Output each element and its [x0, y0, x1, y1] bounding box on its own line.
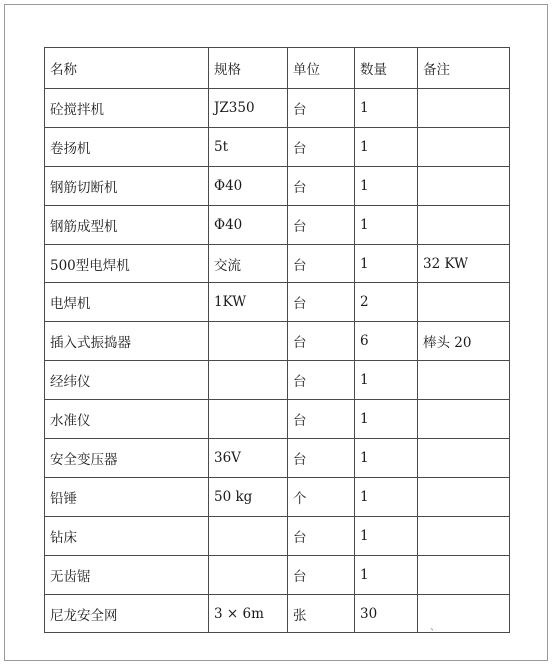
- table-row: [45, 516, 510, 555]
- table-cell: 1KW: [209, 283, 288, 322]
- table-cell: [418, 127, 510, 166]
- table-cell: 台: [288, 166, 355, 205]
- header-cell: 备注: [418, 48, 510, 89]
- table-row: [45, 166, 510, 205]
- table-row: [45, 322, 510, 361]
- table-cell: 铅锤: [45, 477, 209, 516]
- table-cell: 36V: [209, 439, 288, 478]
- table-cell: 张: [288, 594, 355, 633]
- table-row: [45, 361, 510, 400]
- table-cell: Φ40: [209, 166, 288, 205]
- table-cell: 1: [355, 127, 418, 166]
- table-cell: 棒头 20: [418, 322, 510, 361]
- table-row: [45, 439, 510, 478]
- table-cell: 台: [288, 205, 355, 244]
- table-cell: 安全变压器: [45, 439, 209, 478]
- table-row: [45, 205, 510, 244]
- table-cell: 30: [355, 594, 418, 633]
- table-cell: 台: [288, 127, 355, 166]
- table-cell: [418, 283, 510, 322]
- table-cell: 台: [288, 244, 355, 283]
- header-cell: 规格: [209, 48, 288, 89]
- table-cell: 1: [355, 477, 418, 516]
- table-cell: 1: [355, 555, 418, 594]
- table-cell: 台: [288, 516, 355, 555]
- header-cell: 单位: [288, 48, 355, 89]
- table-cell: 台: [288, 555, 355, 594]
- table-cell: Φ40: [209, 205, 288, 244]
- header-row: [45, 48, 510, 89]
- table-row: [45, 127, 510, 166]
- table-cell: 水准仪: [45, 400, 209, 439]
- table-cell: 6: [355, 322, 418, 361]
- table-cell: 台: [288, 322, 355, 361]
- table-cell: [418, 555, 510, 594]
- table-cell: 1: [355, 516, 418, 555]
- table-cell: 5t: [209, 127, 288, 166]
- table-cell: 台: [288, 361, 355, 400]
- table-cell: 台: [288, 400, 355, 439]
- table-cell: 经纬仪: [45, 361, 209, 400]
- equipment-table: [44, 47, 510, 633]
- scan-speck: 、: [430, 622, 440, 633]
- table-cell: [418, 516, 510, 555]
- table-cell: 1: [355, 400, 418, 439]
- table-row: [45, 555, 510, 594]
- table-cell: 1: [355, 439, 418, 478]
- table-row: [45, 244, 510, 283]
- table-cell: 3 × 6m: [209, 594, 288, 633]
- table-cell: [209, 361, 288, 400]
- table-cell: 台: [288, 439, 355, 478]
- table-cell: [209, 516, 288, 555]
- table-cell: 钢筋切断机: [45, 166, 209, 205]
- header-cell: 数量: [355, 48, 418, 89]
- table-cell: [209, 555, 288, 594]
- table-cell: 1: [355, 244, 418, 283]
- table-cell: 50 kg: [209, 477, 288, 516]
- table-cell: 电焊机: [45, 283, 209, 322]
- table-cell: 交流: [209, 244, 288, 283]
- table-cell: 钢筋成型机: [45, 205, 209, 244]
- table-cell: 2: [355, 283, 418, 322]
- table-cell: [209, 400, 288, 439]
- table-cell: [418, 439, 510, 478]
- table-cell: 钻床: [45, 516, 209, 555]
- table-cell: 台: [288, 283, 355, 322]
- table-cell: 个: [288, 477, 355, 516]
- header-cell: 名称: [45, 48, 209, 89]
- table-cell: 1: [355, 361, 418, 400]
- table-cell: 卷扬机: [45, 127, 209, 166]
- table-cell: [418, 477, 510, 516]
- table-cell: [418, 400, 510, 439]
- table-cell: [418, 166, 510, 205]
- table-cell: 500型电焊机: [45, 244, 209, 283]
- table-cell: 1: [355, 166, 418, 205]
- table-cell: [418, 205, 510, 244]
- table-cell: 1: [355, 205, 418, 244]
- table-cell: JZ350: [209, 89, 288, 128]
- table-cell: 32 KW: [418, 244, 510, 283]
- table-cell: 台: [288, 89, 355, 128]
- table-cell: [209, 322, 288, 361]
- table-row: [45, 477, 510, 516]
- table-cell: [418, 89, 510, 128]
- table-cell: 插入式振捣器: [45, 322, 209, 361]
- table-row: [45, 400, 510, 439]
- table-cell: 尼龙安全网: [45, 594, 209, 633]
- table-cell: 1: [355, 89, 418, 128]
- table-row: [45, 283, 510, 322]
- table-row: [45, 89, 510, 128]
- table-cell: 无齿锯: [45, 555, 209, 594]
- table-cell: 砼搅拌机: [45, 89, 209, 128]
- table-cell: [418, 361, 510, 400]
